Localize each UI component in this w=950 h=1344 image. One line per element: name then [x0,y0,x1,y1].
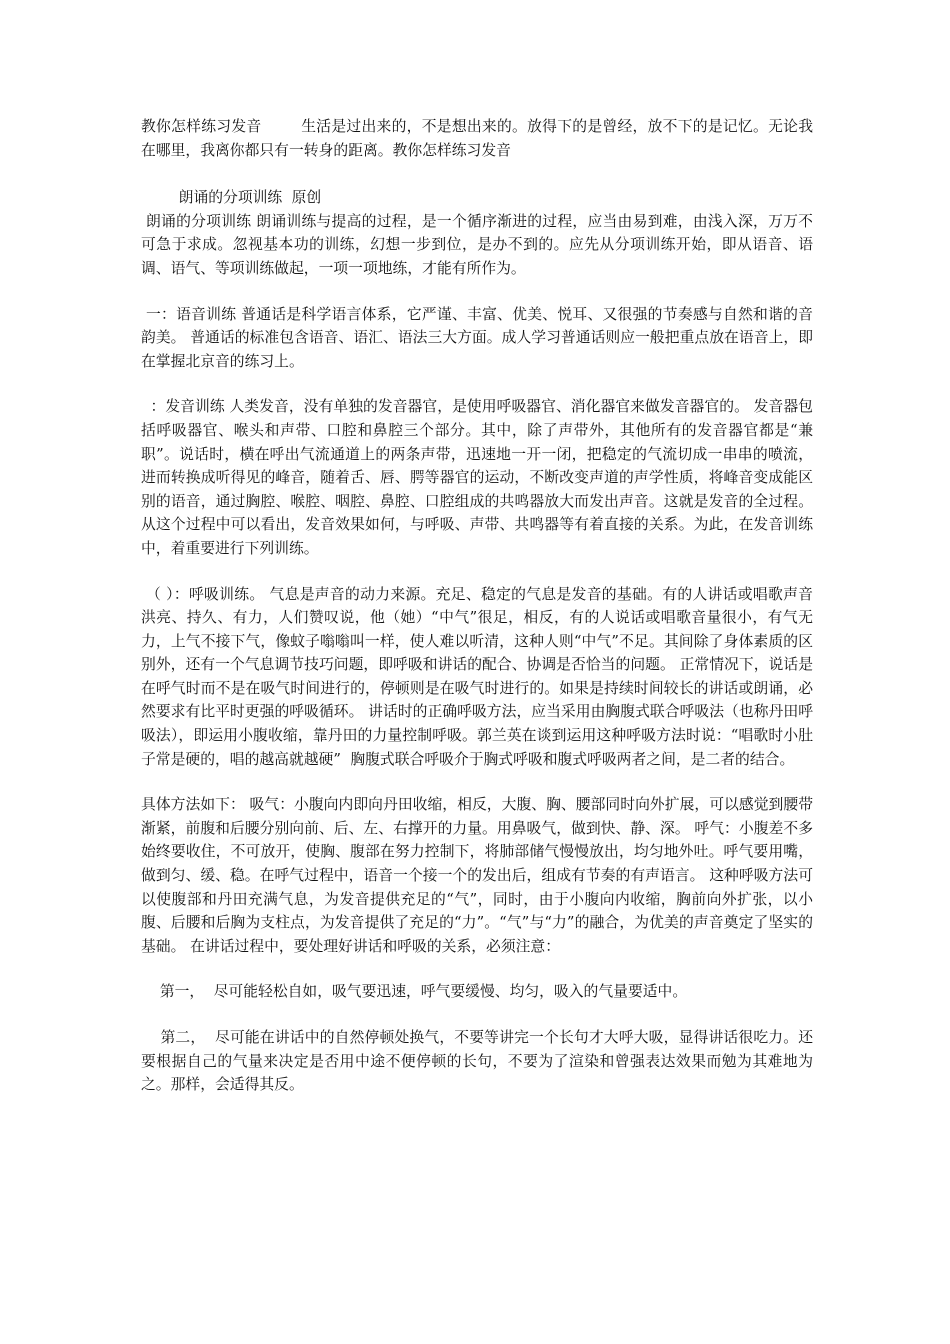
paragraph-pronunciation-training: 一：语音训练 普通话是科学语言体系，它严谨、丰富、优美、悦耳、又很强的节奏感与自然和谐的音韵美。 普通话的标准包含语音、语汇、语法三大方面。成人学习普通话则应一般把重点放在语音上，即在掌握北京音的练习上。 [141,305,813,370]
spacer [141,771,813,793]
paragraph-intro: 朗诵的分项训练 朗诵训练与提高的过程，是一个循序渐进的过程，应当由易到难，由浅入深，万万不可急于求成。忽视基本功的训练，幻想一步到位，是办不到的。应先从分项训练开始，即从语音、语调、语气、等项训练做起，一项一项地练，才能有所作为。 [141,212,813,277]
spacer [141,1004,813,1026]
section-subtitle: 朗诵的分项训练 原创 [141,189,322,207]
spacer [141,958,813,980]
paragraph-note-first: 第一， 尽可能轻松自如，吸气要迅速，呼气要缓慢、均匀，吸入的气量要适中。 [141,983,688,1001]
document-page [141,115,813,1097]
spacer [141,281,813,303]
header-line: 教你怎样练习发音 生活是过出来的，不是想出来的。放得下的是曾经，放不下的是记忆。无论我在哪里，我离你都只有一转身的距离。教你怎样练习发音 [141,118,813,159]
paragraph-breathing-training: （ ）：呼吸训练。 气息是声音的动力来源。充足、稳定的气息是发音的基础。有的人讲话或唱歌声音洪亮、持久、有力，人们赞叹说，他（她）“中气”很足，相反，有的人说话或唱歌音量很小，有气无力，上气不接下气，像蚊子嗡嗡叫一样，使人难以听清，这种人则“中气”不足。其间除了身体素质的区别外，还有一个气息调节技巧问题，即呼吸和讲话的配合、协调是否恰当的问题。 正常情况下，说话是在呼气时而不是在吸气时间进行的，停顿则是在吸气时进行的。如果是持续时间较长的讲话或朗诵，必然要求有比平时更强的呼吸循环。 讲话时的正确呼吸方法，应当采用由胸腹式联合呼吸法（也称丹田呼吸法），即运用小腹收缩，靠丹田的力量控制呼吸。郭兰英在谈到运用这种呼吸方法时说：“唱歌时小肚子常是硬的，唱的越高就越硬” 胸腹式联合呼吸介于胸式呼吸和腹式呼吸两者之间，是二者的结合。 [141,585,813,768]
spacer [141,373,813,395]
spacer [141,561,813,583]
paragraph-note-second: 第二， 尽可能在讲话中的自然停顿处换气，不要等讲完一个长句才大呼大吸，显得讲话很吃力。还要根据自己的气量来决定是否用中途不便停顿的长句，不要为了渲染和曾强表达效果而勉为其难地为之。那样，会适得其反。 [141,1029,813,1094]
spacer [141,162,813,186]
paragraph-method: 具体方法如下： 吸气：小腹向内即向丹田收缩，相反，大腹、胸、腰部同时向外扩展，可以感觉到腰带渐紧，前腹和后腰分别向前、后、左、右撑开的力量。用鼻吸气，做到快、静、深。 呼气：小腹差不多始终要收住，不可放开，使胸、腹部在努力控制下，将肺部储气慢慢放出，均匀地外吐。呼气要用嘴，做到匀、缓、稳。在呼气过程中，语音一个接一个的发出后，组成有节奏的有声语言。 这种呼吸方法可以使腹部和丹田充满气息，为发音提供充足的“气”，同时，由于小腹向内收缩，胸前向外扩张，以小腹、后腰和后胸为支柱点，为发音提供了充足的“力”。“气”与“力”的融合，为优美的声音奠定了坚实的基础。 在讲话过程中，要处理好讲话和呼吸的关系，必须注意： [141,796,813,955]
paragraph-articulation-training: ：发音训练 人类发音，没有单独的发音器官，是使用呼吸器官、消化器官来做发音器官的。 发音器包括呼吸器官、喉头和声带、口腔和鼻腔三个部分。其中，除了声带外，其他所有的发音器官都是“兼职”。说话时，横在呼出气流通道上的两条声带，迅速地一开一闭，把稳定的气流切成一串串的喷流，进而转换成听得见的峰音，随着舌、唇、腭等器官的运动，不断改变声道的声学性质，将峰音变成能区别的语音，通过胸腔、喉腔、咽腔、鼻腔、口腔组成的共鸣器放大而发出声音。这就是发音的全过程。从这个过程中可以看出，发音效果如何，与呼吸、声带、共鸣器等有着直接的关系。为此，在发音训练中，着重要进行下列训练。 [141,398,813,557]
